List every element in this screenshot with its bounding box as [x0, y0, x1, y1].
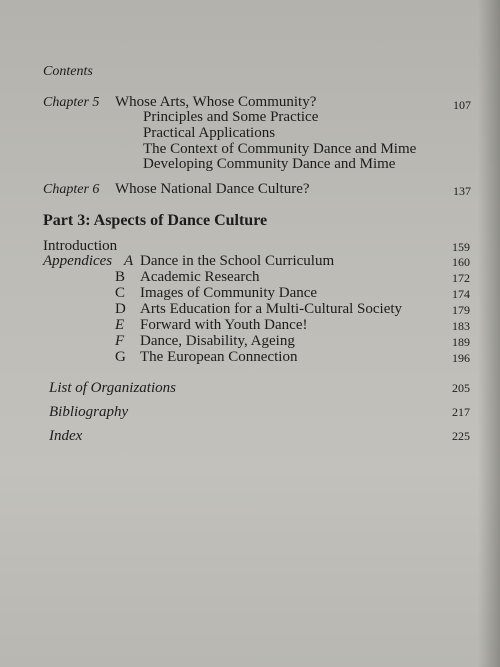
section-title: Developing Community Dance and Mime [143, 156, 396, 172]
appendix-title: Images of Community Dance [140, 285, 318, 301]
page-number: 183 [452, 319, 470, 333]
appendix-letter: D [115, 301, 126, 317]
appendix-letter: F [115, 333, 125, 349]
page-number: 159 [452, 240, 470, 254]
appendix-letter: G [115, 349, 126, 365]
appendix-letter: B [115, 269, 126, 285]
appendix-title: Academic Research [140, 269, 260, 285]
page-number: 196 [452, 351, 470, 365]
appendix-title: Dance in the School Curriculum [140, 253, 335, 269]
section-title: Practical Applications [143, 125, 276, 141]
back-matter-title: Bibliography [49, 404, 129, 420]
page-number: 189 [452, 335, 470, 349]
page-number: 174 [452, 287, 470, 301]
page-number: 205 [452, 381, 470, 395]
section-title: Principles and Some Practice [143, 109, 319, 125]
appendices-label: Appendices [43, 253, 113, 269]
page-number: 172 [452, 271, 470, 285]
page-number: 107 [453, 98, 471, 112]
appendix-letter: A [124, 253, 134, 269]
chapter-title: Whose National Dance Culture? [115, 181, 310, 197]
page-number: 160 [452, 255, 470, 269]
chapter-label: Chapter 6 [43, 182, 100, 197]
part-heading: Part 3: Aspects of Dance Culture [43, 212, 268, 229]
page-number: 217 [452, 405, 470, 419]
section-title: The Context of Community Dance and Mime [143, 141, 417, 157]
chapter-label: Chapter 5 [43, 95, 100, 110]
appendix-title: Arts Education for a Multi-Cultural Society [140, 301, 403, 317]
appendix-title: The European Connection [140, 349, 298, 365]
appendix-title: Dance, Disability, Ageing [140, 333, 295, 349]
page-gutter-shadow [478, 0, 500, 667]
chapter-title: Whose Arts, Whose Community? [115, 94, 317, 110]
running-header: Contents [43, 64, 93, 79]
appendix-letter: E [115, 317, 125, 333]
appendix-title: Forward with Youth Dance! [140, 317, 308, 333]
introduction-label: Introduction [43, 238, 118, 254]
back-matter-title: Index [49, 428, 83, 444]
back-matter-title: List of Organizations [49, 380, 176, 396]
page-number: 225 [452, 429, 470, 443]
page-number: 179 [452, 303, 470, 317]
page-number: 137 [453, 184, 471, 198]
appendix-letter: C [115, 285, 126, 301]
